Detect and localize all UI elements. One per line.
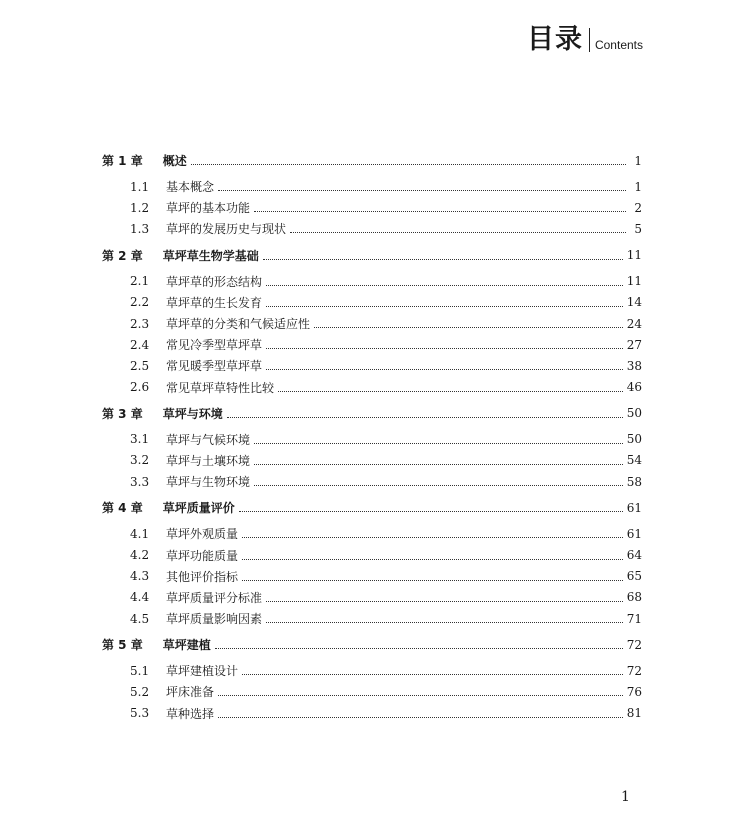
section-entry[interactable] xyxy=(102,587,642,608)
page-title: 目录 xyxy=(526,24,583,55)
chapter-page: 61 xyxy=(626,500,642,515)
toc-header xyxy=(527,24,643,56)
section-entry[interactable] xyxy=(102,377,642,398)
section-number: 1.1 xyxy=(130,179,150,194)
leader-dots xyxy=(215,648,623,649)
section-title: 草坪质量影响因素 xyxy=(166,612,263,627)
section-page: 11 xyxy=(626,274,642,289)
chapter-entry[interactable] xyxy=(102,634,642,655)
chapter-entry[interactable] xyxy=(102,497,642,518)
section-page: 72 xyxy=(626,663,642,678)
page-subtitle: Contents xyxy=(594,38,643,52)
section-entry[interactable] xyxy=(102,334,642,355)
section-page: 54 xyxy=(626,453,642,468)
section-entry[interactable] xyxy=(102,523,642,544)
section-number: 4.5 xyxy=(130,611,150,626)
chapter-page: 1 xyxy=(634,153,642,168)
leader-dots xyxy=(227,417,623,418)
section-entry[interactable] xyxy=(102,566,642,587)
section-entry[interactable] xyxy=(102,544,642,565)
leader-dots xyxy=(263,259,623,260)
section-page: 64 xyxy=(626,548,642,563)
section-title: 草坪功能质量 xyxy=(166,548,239,563)
chapter-page: 11 xyxy=(626,248,642,263)
section-list xyxy=(102,429,642,493)
section-title: 草坪的发展历史与现状 xyxy=(166,222,287,237)
section-page: 1 xyxy=(634,179,642,194)
section-title: 草坪与气候环境 xyxy=(166,432,251,447)
section-title: 草坪的基本功能 xyxy=(166,201,251,216)
section-number: 2.4 xyxy=(130,337,150,352)
leader-dots xyxy=(239,511,623,512)
section-title: 常见暖季型草坪草 xyxy=(166,359,263,374)
section-number: 5.3 xyxy=(130,706,150,721)
section-title: 草坪质量评分标准 xyxy=(166,590,263,605)
section-page: 61 xyxy=(626,526,642,541)
leader-dots xyxy=(266,348,623,349)
section-page: 65 xyxy=(626,569,642,584)
section-entry[interactable] xyxy=(102,176,642,197)
section-title: 常见冷季型草坪草 xyxy=(166,338,263,353)
section-entry[interactable] xyxy=(102,292,642,313)
leader-dots xyxy=(266,622,623,623)
chapter-number: 第 4 章 xyxy=(102,501,143,516)
leader-dots xyxy=(218,717,623,718)
leader-dots xyxy=(218,695,623,696)
section-entry[interactable] xyxy=(102,450,642,471)
section-title: 草坪与生物环境 xyxy=(166,475,251,490)
section-number: 3.3 xyxy=(130,474,150,489)
section-number: 1.3 xyxy=(130,221,150,236)
section-page: 81 xyxy=(626,706,642,721)
section-entry[interactable] xyxy=(102,608,642,629)
section-number: 5.2 xyxy=(130,684,150,699)
section-page: 50 xyxy=(626,432,642,447)
chapter-entry[interactable] xyxy=(102,403,642,424)
section-title: 基本概念 xyxy=(166,180,215,195)
chapter-title: 草坪建植 xyxy=(162,638,211,653)
section-number: 1.2 xyxy=(130,200,150,215)
title-divider xyxy=(589,28,590,52)
chapter-number: 第 3 章 xyxy=(102,406,143,421)
chapter-page: 50 xyxy=(626,406,642,421)
leader-dots xyxy=(218,190,626,191)
section-title: 常见草坪草特性比较 xyxy=(166,380,275,395)
chapter-entry[interactable] xyxy=(102,245,642,266)
section-title: 草种选择 xyxy=(166,706,215,721)
section-title: 坪床准备 xyxy=(166,685,215,700)
section-number: 5.1 xyxy=(130,663,150,678)
section-number: 2.1 xyxy=(130,274,150,289)
chapter-entry[interactable] xyxy=(102,150,642,171)
leader-dots xyxy=(266,285,623,286)
chapter-title: 草坪质量评价 xyxy=(162,501,235,516)
section-number: 3.2 xyxy=(130,453,150,468)
leader-dots xyxy=(191,164,626,165)
section-entry[interactable] xyxy=(102,471,642,492)
section-page: 2 xyxy=(634,200,642,215)
section-page: 71 xyxy=(626,611,642,626)
section-entry[interactable] xyxy=(102,271,642,292)
section-number: 4.1 xyxy=(130,526,150,541)
section-list xyxy=(102,176,642,240)
section-page: 24 xyxy=(626,316,642,331)
section-number: 4.3 xyxy=(130,569,150,584)
chapter-number: 第 2 章 xyxy=(102,248,143,263)
section-page: 76 xyxy=(626,684,642,699)
section-page: 58 xyxy=(626,474,642,489)
section-number: 2.2 xyxy=(130,295,150,310)
leader-dots xyxy=(290,232,626,233)
section-number: 2.3 xyxy=(130,316,150,331)
leader-dots xyxy=(242,674,623,675)
chapter-title: 概述 xyxy=(162,154,187,168)
section-page: 27 xyxy=(626,337,642,352)
section-title: 草坪与土壤环境 xyxy=(166,453,251,468)
section-number: 4.4 xyxy=(130,590,150,605)
section-page: 14 xyxy=(626,295,642,310)
leader-dots xyxy=(254,443,623,444)
chapter-title: 草坪草生物学基础 xyxy=(162,248,259,263)
section-number: 3.1 xyxy=(130,432,150,447)
leader-dots xyxy=(254,485,623,486)
section-title: 草坪建植设计 xyxy=(166,664,239,679)
section-entry[interactable] xyxy=(102,660,642,681)
table-of-contents xyxy=(102,150,642,726)
leader-dots xyxy=(314,327,623,328)
section-title: 草坪草的形态结构 xyxy=(166,274,263,289)
leader-dots xyxy=(254,211,626,212)
section-entry[interactable] xyxy=(102,218,642,239)
section-entry[interactable] xyxy=(102,313,642,334)
section-title: 草坪外观质量 xyxy=(166,527,239,542)
section-page: 68 xyxy=(626,590,642,605)
leader-dots xyxy=(278,391,623,392)
leader-dots xyxy=(266,369,623,370)
leader-dots xyxy=(242,559,623,560)
section-entry[interactable] xyxy=(102,703,642,724)
chapter-number: 第 1 章 xyxy=(102,154,143,168)
leader-dots xyxy=(266,306,623,307)
section-list xyxy=(102,523,642,629)
page-number: 1 xyxy=(621,789,630,805)
leader-dots xyxy=(242,537,623,538)
section-number: 2.5 xyxy=(130,358,150,373)
section-entry[interactable] xyxy=(102,355,642,376)
section-title: 草坪草的分类和气候适应性 xyxy=(166,317,311,332)
section-list xyxy=(102,660,642,724)
leader-dots xyxy=(266,601,623,602)
section-page: 5 xyxy=(634,221,642,236)
section-title: 其他评价指标 xyxy=(166,569,239,584)
chapter-number: 第 5 章 xyxy=(102,638,143,653)
section-list xyxy=(102,271,642,398)
section-number: 4.2 xyxy=(130,548,150,563)
section-page: 38 xyxy=(626,358,642,373)
section-entry[interactable] xyxy=(102,681,642,702)
section-page: 46 xyxy=(626,380,642,395)
section-title: 草坪草的生长发育 xyxy=(166,295,263,310)
chapter-page: 72 xyxy=(626,637,642,652)
leader-dots xyxy=(242,580,623,581)
leader-dots xyxy=(254,464,623,465)
section-entry[interactable] xyxy=(102,197,642,218)
chapter-title: 草坪与环境 xyxy=(162,406,223,421)
section-entry[interactable] xyxy=(102,429,642,450)
section-number: 2.6 xyxy=(130,380,150,395)
